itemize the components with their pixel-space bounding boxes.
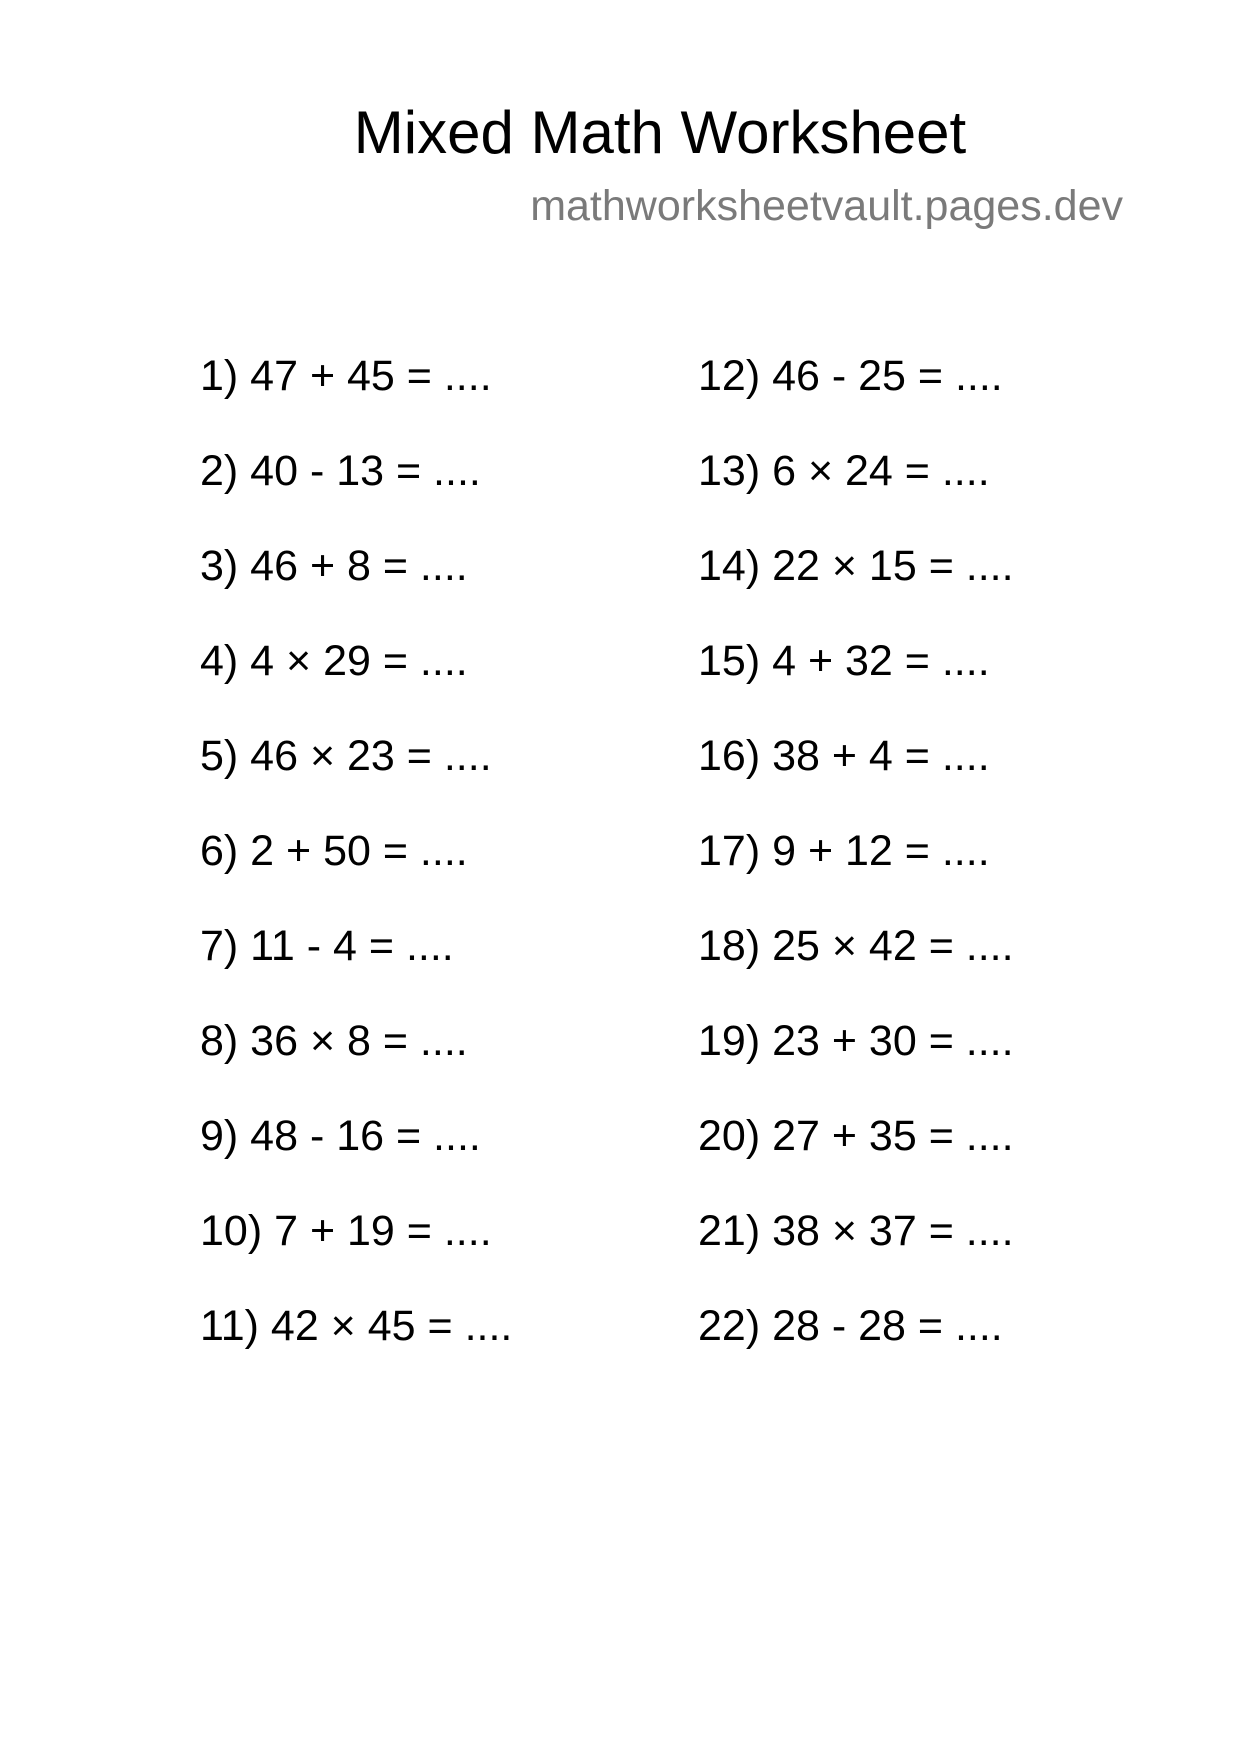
problem-15: 15) 4 + 32 = .... xyxy=(698,637,990,685)
problem-2: 2) 40 - 13 = .... xyxy=(200,447,481,495)
problem-13: 13) 6 × 24 = .... xyxy=(698,447,990,495)
problem-12: 12) 46 - 25 = .... xyxy=(698,352,1003,400)
page-title: Mixed Math Worksheet xyxy=(353,99,967,166)
problem-7: 7) 11 - 4 = .... xyxy=(200,922,454,970)
problem-21: 21) 38 × 37 = .... xyxy=(698,1207,1014,1255)
problem-18: 18) 25 × 42 = .... xyxy=(698,922,1014,970)
problem-17: 17) 9 + 12 = .... xyxy=(698,827,990,875)
problem-3: 3) 46 + 8 = .... xyxy=(200,542,468,590)
problem-5: 5) 46 × 23 = .... xyxy=(200,732,492,780)
problem-22: 22) 28 - 28 = .... xyxy=(698,1302,1003,1350)
problem-6: 6) 2 + 50 = .... xyxy=(200,827,468,875)
problem-16: 16) 38 + 4 = .... xyxy=(698,732,990,780)
problem-20: 20) 27 + 35 = .... xyxy=(698,1112,1014,1160)
problem-column-right xyxy=(698,350,1014,1395)
problem-8: 8) 36 × 8 = .... xyxy=(200,1017,468,1065)
problem-14: 14) 22 × 15 = .... xyxy=(698,542,1014,590)
problem-10: 10) 7 + 19 = .... xyxy=(200,1207,492,1255)
problem-11: 11) 42 × 45 = .... xyxy=(200,1302,513,1350)
problem-column-left xyxy=(200,350,512,1395)
problem-9: 9) 48 - 16 = .... xyxy=(200,1112,481,1160)
problem-4: 4) 4 × 29 = .... xyxy=(200,637,468,685)
site-url: mathworksheetvault.pages.dev xyxy=(530,182,1123,230)
problem-19: 19) 23 + 30 = .... xyxy=(698,1017,1014,1065)
problem-1: 1) 47 + 45 = .... xyxy=(200,352,492,400)
